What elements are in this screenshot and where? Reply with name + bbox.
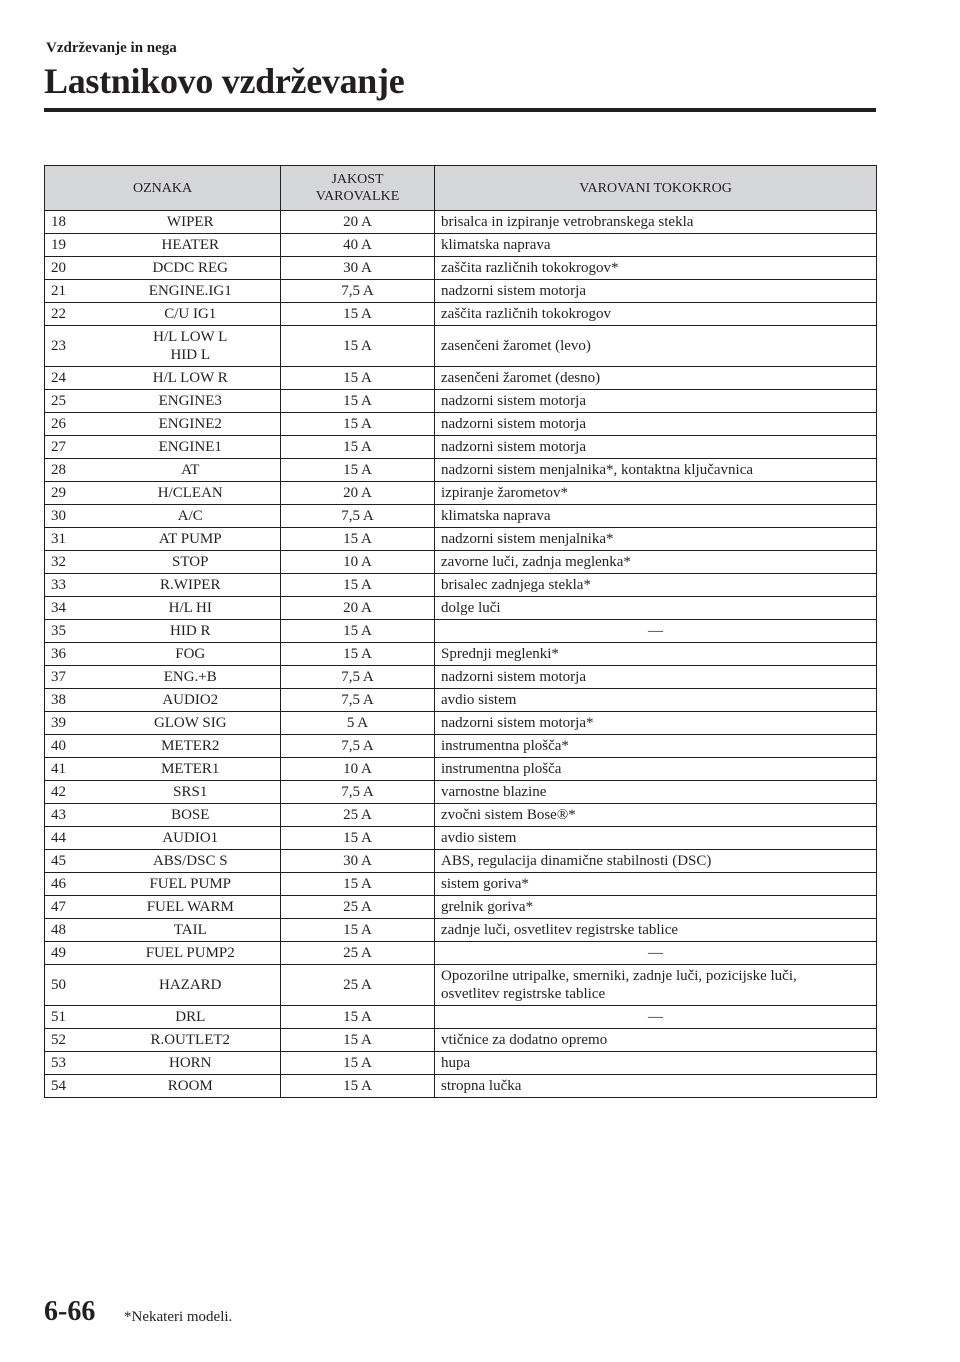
fuse-number: 45 [45,850,101,873]
fuse-number: 46 [45,873,101,896]
protected-circuit: avdio sistem [435,827,877,850]
page-title: Lastnikovo vzdrževanje [44,61,405,101]
fuse-number: 29 [45,482,101,505]
protected-circuit: nadzorni sistem motorja [435,436,877,459]
fuse-rating: 15 A [281,436,435,459]
fuse-rating: 15 A [281,919,435,942]
fuse-label: HID R [101,620,281,643]
fuse-label: H/L HI [101,597,281,620]
protected-circuit: klimatska naprava [435,234,877,257]
fuse-label: R.OUTLET2 [101,1029,281,1052]
fuse-number: 48 [45,919,101,942]
table-row [45,211,877,234]
fuse-number: 27 [45,436,101,459]
protected-circuit: sistem goriva* [435,873,877,896]
table-row [45,551,877,574]
fuse-label: H/L LOW R [101,367,281,390]
table-row [45,1075,877,1098]
fuse-label: HEATER [101,234,281,257]
protected-circuit: grelnik goriva* [435,896,877,919]
fuse-label: WIPER [101,211,281,234]
fuse-rating: 20 A [281,211,435,234]
fuse-number: 34 [45,597,101,620]
fuse-rating: 15 A [281,367,435,390]
fuse-rating: 7,5 A [281,781,435,804]
fuse-number: 49 [45,942,101,965]
fuse-rating: 25 A [281,942,435,965]
fuse-number: 53 [45,1052,101,1075]
fuse-rating: 7,5 A [281,280,435,303]
fuse-label: DRL [101,1006,281,1029]
protected-circuit: zvočni sistem Bose®* [435,804,877,827]
fuse-number: 33 [45,574,101,597]
protected-circuit: nadzorni sistem motorja [435,390,877,413]
protected-circuit: nadzorni sistem motorja [435,666,877,689]
fuse-rating: 15 A [281,413,435,436]
fuse-rating: 25 A [281,896,435,919]
fuse-number: 44 [45,827,101,850]
fuse-number: 51 [45,1006,101,1029]
protected-circuit: ABS, regulacija dinamične stabilnosti (DSC) [435,850,877,873]
fuse-rating: 10 A [281,551,435,574]
table-row [45,1029,877,1052]
fuse-rating: 15 A [281,390,435,413]
footnote: *Nekateri modeli. [124,1309,233,1325]
fuse-rating: 15 A [281,528,435,551]
protected-circuit: avdio sistem [435,689,877,712]
title-divider [44,108,876,112]
table-row [45,367,877,390]
protected-circuit: zaščita različnih tokokrogov [435,303,877,326]
fuse-number: 21 [45,280,101,303]
column-header-oznaka: OZNAKA [45,166,281,211]
fuse-rating: 15 A [281,303,435,326]
fuse-rating: 15 A [281,643,435,666]
fuse-label: H/CLEAN [101,482,281,505]
fuse-number: 40 [45,735,101,758]
fuse-rating: 25 A [281,965,435,1006]
table-row [45,965,877,1006]
protected-circuit: nadzorni sistem motorja [435,413,877,436]
fuse-label: C/U IG1 [101,303,281,326]
table-row [45,689,877,712]
fuse-rating: 15 A [281,873,435,896]
protected-circuit: zasenčeni žaromet (desno) [435,367,877,390]
fuse-rating: 20 A [281,482,435,505]
fuse-rating: 25 A [281,804,435,827]
fuse-label: ENGINE1 [101,436,281,459]
fuse-label: AT PUMP [101,528,281,551]
fuse-number: 43 [45,804,101,827]
table-row [45,919,877,942]
fuse-rating: 5 A [281,712,435,735]
fuse-rating: 15 A [281,574,435,597]
fuse-number: 32 [45,551,101,574]
fuse-label: FOG [101,643,281,666]
fuse-rating: 7,5 A [281,735,435,758]
fuse-number: 19 [45,234,101,257]
fuse-number: 18 [45,211,101,234]
fuse-label: HAZARD [101,965,281,1006]
table-row [45,597,877,620]
fuse-label: AT [101,459,281,482]
table-row [45,896,877,919]
table-row [45,303,877,326]
fuse-label: AUDIO2 [101,689,281,712]
column-header-tokokrog: VAROVANI TOKOKROG [435,166,877,211]
protected-circuit: brisalec zadnjega stekla* [435,574,877,597]
table-row [45,1052,877,1075]
fuse-label: HORN [101,1052,281,1075]
protected-circuit: varnostne blazine [435,781,877,804]
fuse-number: 42 [45,781,101,804]
table-header-row [45,166,877,211]
fuse-rating: 15 A [281,1029,435,1052]
fuse-rating: 15 A [281,326,435,367]
fuse-rating: 15 A [281,459,435,482]
fuse-label: BOSE [101,804,281,827]
fuse-label: ENGINE3 [101,390,281,413]
fuse-label: FUEL PUMP [101,873,281,896]
table-row [45,1006,877,1029]
protected-circuit: instrumentna plošča [435,758,877,781]
table-row [45,280,877,303]
section-title: Vzdrževanje in nega [46,40,177,56]
table-row [45,528,877,551]
table-row [45,666,877,689]
protected-circuit: nadzorni sistem motorja* [435,712,877,735]
fuse-rating: 40 A [281,234,435,257]
protected-circuit: instrumentna plošča* [435,735,877,758]
protected-circuit: hupa [435,1052,877,1075]
fuse-rating: 15 A [281,827,435,850]
fuse-number: 31 [45,528,101,551]
fuse-rating: 15 A [281,620,435,643]
protected-circuit: Sprednji meglenki* [435,643,877,666]
fuse-label: A/C [101,505,281,528]
fuse-label: GLOW SIG [101,712,281,735]
fuse-rating: 20 A [281,597,435,620]
table-row [45,326,877,367]
table-row [45,735,877,758]
table-row [45,873,877,896]
protected-circuit: nadzorni sistem motorja [435,280,877,303]
table-row [45,942,877,965]
table-row [45,827,877,850]
table-row [45,459,877,482]
fuse-number: 54 [45,1075,101,1098]
fuse-label: ENGINE2 [101,413,281,436]
fuse-rating: 30 A [281,257,435,280]
fuse-rating: 15 A [281,1075,435,1098]
fuse-number: 26 [45,413,101,436]
table-row [45,712,877,735]
fuse-label: TAIL [101,919,281,942]
table-row [45,390,877,413]
protected-circuit: zadnje luči, osvetlitev registrske tablice [435,919,877,942]
fuse-number: 22 [45,303,101,326]
fuse-number: 23 [45,326,101,367]
fuse-rating: 15 A [281,1052,435,1075]
fuse-rating: 15 A [281,1006,435,1029]
protected-circuit: Opozorilne utripalke, smerniki, zadnje luči, pozicijske luči, osvetlitev registrske tablice [435,965,877,1006]
fuse-table-body [45,211,877,1098]
table-row [45,234,877,257]
fuse-label: METER2 [101,735,281,758]
fuse-number: 47 [45,896,101,919]
protected-circuit: brisalca in izpiranje vetrobranskega stekla [435,211,877,234]
fuse-number: 25 [45,390,101,413]
fuse-number: 41 [45,758,101,781]
protected-circuit: nadzorni sistem menjalnika*, kontaktna ključavnica [435,459,877,482]
fuse-table [44,165,877,1098]
table-row [45,257,877,280]
fuse-number: 28 [45,459,101,482]
fuse-rating: 7,5 A [281,505,435,528]
fuse-label: DCDC REG [101,257,281,280]
fuse-label: ENGINE.IG1 [101,280,281,303]
table-row [45,643,877,666]
table-row [45,574,877,597]
protected-circuit: — [435,620,877,643]
protected-circuit: klimatska naprava [435,505,877,528]
fuse-label: SRS1 [101,781,281,804]
fuse-label: METER1 [101,758,281,781]
protected-circuit: zavorne luči, zadnja meglenka* [435,551,877,574]
protected-circuit: izpiranje žarometov* [435,482,877,505]
fuse-number: 24 [45,367,101,390]
fuse-label: FUEL WARM [101,896,281,919]
protected-circuit: nadzorni sistem menjalnika* [435,528,877,551]
fuse-rating: 7,5 A [281,689,435,712]
protected-circuit: dolge luči [435,597,877,620]
fuse-label: ABS/DSC S [101,850,281,873]
fuse-label: R.WIPER [101,574,281,597]
fuse-number: 50 [45,965,101,1006]
table-row [45,505,877,528]
protected-circuit: zaščita različnih tokokrogov* [435,257,877,280]
table-row [45,620,877,643]
fuse-number: 38 [45,689,101,712]
fuse-label: FUEL PUMP2 [101,942,281,965]
fuse-label: H/L LOW L HID L [101,326,281,367]
fuse-label: AUDIO1 [101,827,281,850]
table-row [45,850,877,873]
fuse-rating: 10 A [281,758,435,781]
protected-circuit: stropna lučka [435,1075,877,1098]
table-row [45,413,877,436]
fuse-number: 39 [45,712,101,735]
table-row [45,482,877,505]
fuse-number: 35 [45,620,101,643]
fuse-number: 36 [45,643,101,666]
table-row [45,804,877,827]
fuse-number: 52 [45,1029,101,1052]
protected-circuit: zasenčeni žaromet (levo) [435,326,877,367]
fuse-rating: 7,5 A [281,666,435,689]
fuse-label: ROOM [101,1075,281,1098]
fuse-number: 30 [45,505,101,528]
table-row [45,758,877,781]
fuse-label: ENG.+B [101,666,281,689]
protected-circuit: — [435,942,877,965]
fuse-rating: 30 A [281,850,435,873]
page-number: 6-66 [44,1296,96,1327]
column-header-jakost: JAKOST VAROVALKE [281,166,435,211]
protected-circuit: vtičnice za dodatno opremo [435,1029,877,1052]
fuse-number: 20 [45,257,101,280]
fuse-number: 37 [45,666,101,689]
fuse-label: STOP [101,551,281,574]
table-row [45,781,877,804]
protected-circuit: — [435,1006,877,1029]
table-row [45,436,877,459]
